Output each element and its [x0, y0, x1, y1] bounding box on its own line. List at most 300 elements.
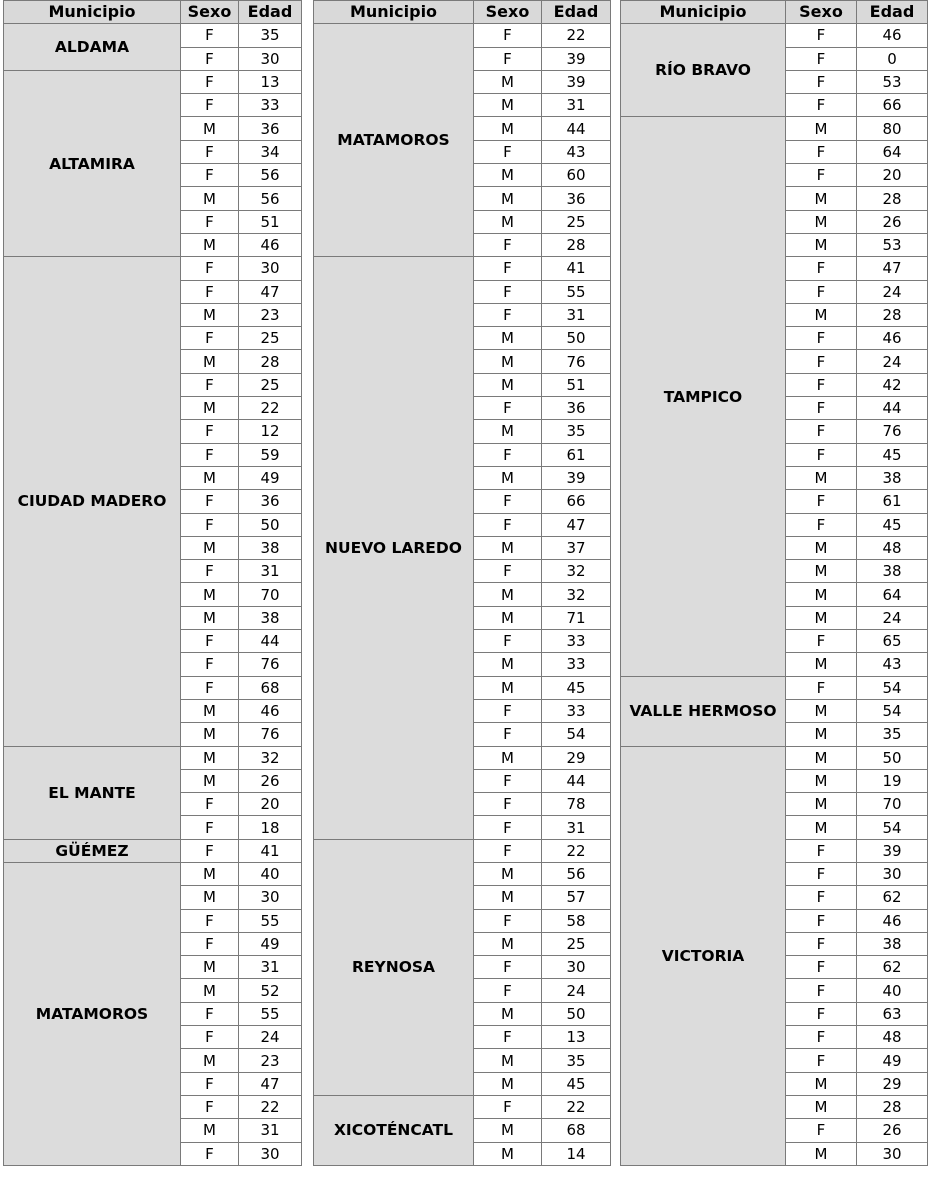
municipio-cell: ALTAMIRA	[4, 70, 181, 256]
sexo-cell: F	[474, 816, 542, 839]
sexo-cell: M	[181, 956, 239, 979]
edad-cell: 47	[857, 257, 928, 280]
edad-cell: 53	[857, 70, 928, 93]
edad-cell: 30	[239, 257, 302, 280]
sexo-cell: M	[786, 583, 857, 606]
municipio-cell: XICOTÉNCATL	[314, 1095, 474, 1165]
sexo-cell: F	[474, 769, 542, 792]
edad-cell: 61	[857, 490, 928, 513]
edad-cell: 70	[239, 583, 302, 606]
edad-cell: 26	[857, 210, 928, 233]
sexo-cell: M	[181, 769, 239, 792]
municipio-cell: ALDAMA	[4, 24, 181, 71]
edad-cell: 56	[542, 862, 611, 885]
sexo-cell: F	[786, 94, 857, 117]
sexo-cell: F	[786, 257, 857, 280]
table-row	[4, 70, 302, 93]
sexo-cell: F	[181, 420, 239, 443]
edad-cell: 28	[857, 303, 928, 326]
edad-cell: 26	[857, 1119, 928, 1142]
edad-cell: 25	[542, 932, 611, 955]
edad-cell: 58	[542, 909, 611, 932]
edad-cell: 46	[857, 909, 928, 932]
sexo-cell: F	[786, 839, 857, 862]
sexo-cell: F	[181, 140, 239, 163]
edad-cell: 44	[542, 117, 611, 140]
sexo-cell: M	[474, 164, 542, 187]
edad-cell: 40	[239, 862, 302, 885]
sexo-cell: F	[786, 909, 857, 932]
sexo-cell: M	[474, 94, 542, 117]
edad-cell: 38	[239, 536, 302, 559]
sexo-cell: F	[786, 47, 857, 70]
sexo-cell: F	[786, 932, 857, 955]
edad-cell: 46	[857, 24, 928, 47]
sexo-cell: F	[474, 699, 542, 722]
sexo-cell: F	[474, 1026, 542, 1049]
edad-cell: 22	[239, 1095, 302, 1118]
edad-cell: 78	[542, 793, 611, 816]
sexo-cell: M	[474, 606, 542, 629]
edad-cell: 24	[857, 280, 928, 303]
edad-cell: 35	[857, 723, 928, 746]
municipio-cell: VALLE HERMOSO	[621, 676, 786, 746]
sexo-cell: F	[474, 513, 542, 536]
edad-cell: 36	[239, 117, 302, 140]
edad-cell: 35	[542, 420, 611, 443]
edad-cell: 68	[542, 1119, 611, 1142]
edad-cell: 33	[542, 653, 611, 676]
edad-cell: 80	[857, 117, 928, 140]
edad-cell: 46	[239, 233, 302, 256]
edad-cell: 30	[239, 1142, 302, 1165]
edad-cell: 22	[542, 839, 611, 862]
sexo-cell: M	[786, 723, 857, 746]
sexo-cell: M	[786, 536, 857, 559]
header-row	[314, 1, 611, 24]
sexo-cell: M	[181, 979, 239, 1002]
edad-cell: 52	[239, 979, 302, 1002]
sexo-cell: F	[786, 350, 857, 373]
edad-cell: 47	[542, 513, 611, 536]
sexo-cell: F	[474, 233, 542, 256]
municipio-cell: GÜÉMEZ	[4, 839, 181, 862]
sexo-cell: M	[786, 816, 857, 839]
edad-cell: 22	[542, 24, 611, 47]
sexo-cell: F	[181, 816, 239, 839]
sexo-cell: F	[786, 1049, 857, 1072]
sexo-cell: F	[474, 490, 542, 513]
edad-cell: 45	[857, 443, 928, 466]
sexo-cell: F	[786, 1002, 857, 1025]
sexo-cell: F	[181, 70, 239, 93]
edad-cell: 66	[857, 94, 928, 117]
edad-cell: 28	[542, 233, 611, 256]
edad-cell: 37	[542, 536, 611, 559]
sexo-cell: M	[474, 1049, 542, 1072]
municipio-cell: TAMPICO	[621, 117, 786, 676]
sexo-cell: F	[181, 560, 239, 583]
municipio-cell: RÍO BRAVO	[621, 24, 786, 117]
edad-cell: 35	[542, 1049, 611, 1072]
edad-cell: 13	[239, 70, 302, 93]
sexo-cell: F	[474, 793, 542, 816]
sexo-cell: M	[786, 793, 857, 816]
sexo-cell: M	[786, 699, 857, 722]
sexo-cell: F	[474, 257, 542, 280]
sexo-cell: M	[181, 606, 239, 629]
sexo-cell: F	[474, 560, 542, 583]
edad-cell: 32	[542, 583, 611, 606]
table-row	[314, 24, 611, 47]
sexo-cell: M	[474, 70, 542, 93]
sexo-cell: F	[181, 443, 239, 466]
sexo-cell: M	[181, 723, 239, 746]
sexo-cell: M	[786, 769, 857, 792]
edad-cell: 31	[239, 956, 302, 979]
sexo-cell: F	[786, 1119, 857, 1142]
sexo-cell: M	[474, 1002, 542, 1025]
sexo-cell: F	[181, 1072, 239, 1095]
sexo-cell: M	[181, 466, 239, 489]
edad-cell: 31	[239, 560, 302, 583]
municipio-cell: MATAMOROS	[314, 24, 474, 257]
edad-cell: 54	[857, 816, 928, 839]
sexo-cell: F	[474, 397, 542, 420]
header-sexo: Sexo	[181, 1, 239, 24]
sexo-cell: F	[474, 979, 542, 1002]
edad-cell: 63	[857, 1002, 928, 1025]
sexo-cell: F	[786, 164, 857, 187]
sexo-cell: F	[181, 630, 239, 653]
edad-cell: 55	[542, 280, 611, 303]
edad-cell: 43	[857, 653, 928, 676]
edad-cell: 24	[857, 350, 928, 373]
sexo-cell: F	[181, 24, 239, 47]
edad-cell: 39	[542, 466, 611, 489]
edad-cell: 45	[857, 513, 928, 536]
edad-cell: 24	[542, 979, 611, 1002]
edad-cell: 49	[857, 1049, 928, 1072]
edad-cell: 54	[857, 699, 928, 722]
sexo-cell: M	[474, 466, 542, 489]
edad-cell: 68	[239, 676, 302, 699]
edad-cell: 76	[239, 723, 302, 746]
sexo-cell: M	[786, 746, 857, 769]
sexo-cell: F	[181, 653, 239, 676]
sexo-cell: M	[474, 932, 542, 955]
edad-cell: 51	[239, 210, 302, 233]
table-row	[621, 117, 928, 140]
sexo-cell: M	[786, 117, 857, 140]
edad-cell: 14	[542, 1142, 611, 1165]
edad-cell: 45	[542, 676, 611, 699]
edad-cell: 33	[542, 630, 611, 653]
edad-cell: 48	[857, 536, 928, 559]
table-row	[621, 24, 928, 47]
sexo-cell: M	[474, 373, 542, 396]
edad-cell: 44	[857, 397, 928, 420]
sexo-cell: M	[181, 397, 239, 420]
sexo-cell: F	[474, 1095, 542, 1118]
edad-cell: 31	[542, 816, 611, 839]
sexo-cell: F	[181, 373, 239, 396]
edad-cell: 39	[857, 839, 928, 862]
sexo-cell: M	[786, 606, 857, 629]
edad-cell: 18	[239, 816, 302, 839]
header-sexo: Sexo	[474, 1, 542, 24]
edad-cell: 62	[857, 886, 928, 909]
edad-cell: 50	[542, 1002, 611, 1025]
sexo-cell: F	[474, 47, 542, 70]
edad-cell: 42	[857, 373, 928, 396]
edad-cell: 30	[857, 862, 928, 885]
sexo-cell: M	[474, 117, 542, 140]
edad-cell: 30	[239, 47, 302, 70]
sexo-cell: F	[474, 909, 542, 932]
sexo-cell: M	[181, 746, 239, 769]
edad-cell: 54	[857, 676, 928, 699]
sexo-cell: M	[474, 583, 542, 606]
sexo-cell: M	[474, 653, 542, 676]
sexo-cell: M	[786, 1072, 857, 1095]
sexo-cell: F	[786, 327, 857, 350]
sexo-cell: F	[474, 443, 542, 466]
edad-cell: 44	[239, 630, 302, 653]
sexo-cell: M	[181, 1119, 239, 1142]
edad-cell: 76	[857, 420, 928, 443]
edad-cell: 31	[542, 303, 611, 326]
sexo-cell: F	[181, 1026, 239, 1049]
sexo-cell: F	[181, 47, 239, 70]
sexo-cell: F	[786, 490, 857, 513]
header-row	[4, 1, 302, 24]
sexo-cell: F	[181, 793, 239, 816]
header-edad: Edad	[857, 1, 928, 24]
sexo-cell: M	[786, 303, 857, 326]
edad-cell: 24	[857, 606, 928, 629]
edad-cell: 45	[542, 1072, 611, 1095]
sexo-cell: F	[474, 956, 542, 979]
edad-cell: 57	[542, 886, 611, 909]
table-row	[4, 839, 302, 862]
edad-cell: 22	[542, 1095, 611, 1118]
edad-cell: 39	[542, 47, 611, 70]
edad-cell: 55	[239, 909, 302, 932]
edad-cell: 44	[542, 769, 611, 792]
edad-cell: 64	[857, 583, 928, 606]
sexo-cell: M	[474, 420, 542, 443]
sexo-cell: M	[181, 886, 239, 909]
sexo-cell: F	[786, 513, 857, 536]
edad-cell: 24	[239, 1026, 302, 1049]
sexo-cell: F	[786, 443, 857, 466]
header-row	[621, 1, 928, 24]
sexo-cell: F	[786, 886, 857, 909]
sexo-cell: M	[181, 536, 239, 559]
sexo-cell: M	[181, 350, 239, 373]
edad-cell: 13	[542, 1026, 611, 1049]
edad-cell: 23	[239, 303, 302, 326]
edad-cell: 36	[542, 187, 611, 210]
sexo-cell: F	[474, 280, 542, 303]
sexo-cell: F	[181, 909, 239, 932]
edad-cell: 64	[857, 140, 928, 163]
sexo-cell: F	[181, 1142, 239, 1165]
edad-cell: 46	[857, 327, 928, 350]
edad-cell: 25	[239, 373, 302, 396]
edad-cell: 54	[542, 723, 611, 746]
edad-cell: 33	[542, 699, 611, 722]
edad-cell: 60	[542, 164, 611, 187]
edad-cell: 38	[857, 560, 928, 583]
table-row	[314, 839, 611, 862]
edad-cell: 33	[239, 94, 302, 117]
edad-cell: 50	[239, 513, 302, 536]
sexo-cell: F	[474, 723, 542, 746]
sexo-cell: F	[181, 1095, 239, 1118]
municipio-cell: CIUDAD MADERO	[4, 257, 181, 746]
sexo-cell: M	[474, 746, 542, 769]
sexo-cell: M	[474, 350, 542, 373]
sexo-cell: M	[786, 653, 857, 676]
edad-cell: 31	[542, 94, 611, 117]
edad-cell: 38	[857, 932, 928, 955]
sexo-cell: M	[474, 676, 542, 699]
sexo-cell: F	[786, 956, 857, 979]
edad-cell: 39	[542, 70, 611, 93]
edad-cell: 20	[239, 793, 302, 816]
sexo-cell: M	[181, 117, 239, 140]
edad-cell: 22	[239, 397, 302, 420]
edad-cell: 43	[542, 140, 611, 163]
sexo-cell: M	[181, 187, 239, 210]
table-row	[621, 676, 928, 699]
edad-cell: 34	[239, 140, 302, 163]
header-sexo: Sexo	[786, 1, 857, 24]
edad-cell: 12	[239, 420, 302, 443]
edad-cell: 48	[857, 1026, 928, 1049]
sexo-cell: F	[181, 513, 239, 536]
sexo-cell: M	[181, 233, 239, 256]
edad-cell: 65	[857, 630, 928, 653]
sexo-cell: M	[474, 1119, 542, 1142]
sexo-cell: F	[181, 839, 239, 862]
table-row	[314, 257, 611, 280]
edad-cell: 36	[239, 490, 302, 513]
sexo-cell: F	[786, 140, 857, 163]
sexo-cell: M	[786, 466, 857, 489]
data-table-1	[3, 0, 302, 1166]
edad-cell: 28	[857, 1095, 928, 1118]
edad-cell: 32	[239, 746, 302, 769]
municipio-cell: NUEVO LAREDO	[314, 257, 474, 839]
edad-cell: 38	[239, 606, 302, 629]
edad-cell: 30	[857, 1142, 928, 1165]
edad-cell: 59	[239, 443, 302, 466]
table-row	[4, 24, 302, 47]
edad-cell: 61	[542, 443, 611, 466]
table-row	[4, 257, 302, 280]
edad-cell: 53	[857, 233, 928, 256]
municipio-cell: MATAMOROS	[4, 862, 181, 1165]
edad-cell: 29	[542, 746, 611, 769]
sexo-cell: M	[181, 583, 239, 606]
data-table-2	[313, 0, 611, 1166]
edad-cell: 76	[542, 350, 611, 373]
sexo-cell: F	[786, 630, 857, 653]
edad-cell: 47	[239, 1072, 302, 1095]
sexo-cell: F	[181, 327, 239, 350]
edad-cell: 40	[857, 979, 928, 1002]
edad-cell: 30	[239, 886, 302, 909]
sexo-cell: M	[786, 1142, 857, 1165]
edad-cell: 23	[239, 1049, 302, 1072]
edad-cell: 66	[542, 490, 611, 513]
edad-cell: 41	[239, 839, 302, 862]
sexo-cell: F	[181, 280, 239, 303]
edad-cell: 62	[857, 956, 928, 979]
table-row	[621, 746, 928, 769]
sexo-cell: M	[786, 560, 857, 583]
header-edad: Edad	[239, 1, 302, 24]
sexo-cell: F	[181, 210, 239, 233]
edad-cell: 38	[857, 466, 928, 489]
sexo-cell: M	[474, 210, 542, 233]
edad-cell: 30	[542, 956, 611, 979]
sexo-cell: F	[786, 24, 857, 47]
edad-cell: 46	[239, 699, 302, 722]
edad-cell: 19	[857, 769, 928, 792]
sexo-cell: F	[474, 630, 542, 653]
sexo-cell: M	[786, 1095, 857, 1118]
edad-cell: 25	[542, 210, 611, 233]
edad-cell: 29	[857, 1072, 928, 1095]
sexo-cell: M	[786, 210, 857, 233]
sexo-cell: F	[786, 373, 857, 396]
sexo-cell: F	[181, 676, 239, 699]
edad-cell: 0	[857, 47, 928, 70]
sexo-cell: F	[474, 303, 542, 326]
sexo-cell: F	[181, 490, 239, 513]
sexo-cell: M	[474, 536, 542, 559]
sexo-cell: M	[474, 862, 542, 885]
sexo-cell: F	[181, 257, 239, 280]
header-municipio: Municipio	[621, 1, 786, 24]
sexo-cell: M	[181, 1049, 239, 1072]
sexo-cell: F	[474, 24, 542, 47]
data-table-3	[620, 0, 928, 1166]
sexo-cell: M	[181, 699, 239, 722]
sexo-cell: F	[181, 932, 239, 955]
sexo-cell: M	[474, 886, 542, 909]
edad-cell: 56	[239, 164, 302, 187]
edad-cell: 32	[542, 560, 611, 583]
edad-cell: 28	[857, 187, 928, 210]
sexo-cell: F	[474, 839, 542, 862]
header-municipio: Municipio	[4, 1, 181, 24]
municipio-cell: REYNOSA	[314, 839, 474, 1095]
sexo-cell: F	[181, 1002, 239, 1025]
municipio-cell: EL MANTE	[4, 746, 181, 839]
header-edad: Edad	[542, 1, 611, 24]
edad-cell: 56	[239, 187, 302, 210]
table-row	[4, 862, 302, 885]
edad-cell: 55	[239, 1002, 302, 1025]
edad-cell: 49	[239, 466, 302, 489]
sexo-cell: F	[786, 420, 857, 443]
sexo-cell: F	[474, 140, 542, 163]
